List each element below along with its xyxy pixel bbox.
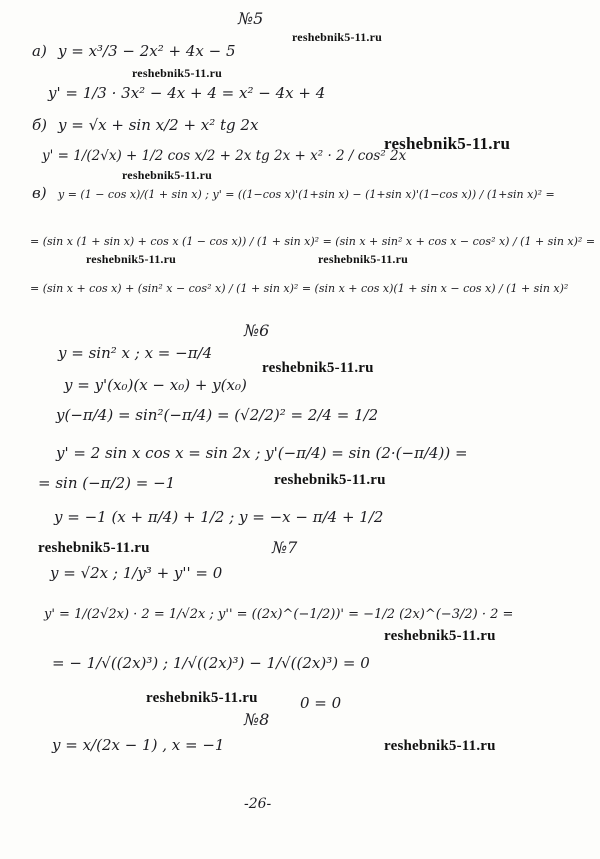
- formula-line: y = (1 − cos x)/(1 + sin x) ; y' = ((1−cos x)'(1+sin x) − (1+sin x)'(1−cos x)) / (1+sin x)² =: [58, 188, 555, 201]
- formula-line: y = √x + sin x/2 + x² tg 2x: [58, 116, 259, 134]
- formula-line: y = −1 (x + π/4) + 1/2 ; y = −x − π/4 + 1/2: [54, 508, 384, 526]
- section-8-number: №8: [244, 710, 270, 729]
- formula-line: y' = 1/(2√x) + 1/2 cos x/2 + 2x tg 2x + x² · 2 / cos² 2x: [42, 148, 407, 164]
- formula-line: y(−π/4) = sin²(−π/4) = (√2/2)² = 2/4 = 1/2: [56, 406, 379, 424]
- formula-line: y = √2x ; 1/y³ + y'' = 0: [50, 564, 223, 582]
- part-a-label: а): [32, 42, 47, 60]
- watermark: reshebnik5-11.ru: [384, 738, 496, 754]
- part-c-label: в): [32, 184, 47, 202]
- formula-line: = (sin x (1 + sin x) + cos x (1 − cos x)) / (1 + sin x)² = (sin x + sin² x + cos x − cos² x) / (1 + sin x)² =: [30, 235, 596, 248]
- formula-line: y = x/(2x − 1) , x = −1: [52, 736, 225, 754]
- formula-line: y = sin² x ; x = −π/4: [58, 344, 213, 362]
- part-b-label: б): [32, 116, 48, 134]
- formula-line: y' = 2 sin x cos x = sin 2x ; y'(−π/4) = sin (2·(−π/4)) =: [56, 444, 468, 462]
- formula-line: y = y'(x₀)(x − x₀) + y(x₀): [64, 376, 247, 394]
- formula-line: = − 1/√((2x)³) ; 1/√((2x)³) − 1/√((2x)³) = 0: [52, 654, 370, 672]
- watermark: reshebnik5-11.ru: [318, 252, 408, 266]
- watermark: reshebnik5-11.ru: [122, 168, 212, 182]
- watermark: reshebnik5-11.ru: [262, 360, 374, 376]
- section-6-number: №6: [244, 321, 270, 340]
- watermark: reshebnik5-11.ru: [86, 252, 176, 266]
- watermark: reshebnik5-11.ru: [146, 690, 258, 706]
- formula-line: y' = 1/(2√2x) · 2 = 1/√2x ; y'' = ((2x)^(−1/2))' = −1/2 (2x)^(−3/2) · 2 =: [44, 607, 514, 622]
- formula-line: = sin (−π/2) = −1: [38, 474, 176, 492]
- watermark: reshebnik5-11.ru: [274, 472, 386, 488]
- formula-line: y = x³/3 − 2x² + 4x − 5: [58, 42, 236, 60]
- watermark: reshebnik5-11.ru: [132, 66, 222, 80]
- watermark: reshebnik5-11.ru: [38, 540, 150, 556]
- watermark: reshebnik5-11.ru: [384, 628, 496, 644]
- watermark: reshebnik5-11.ru: [384, 134, 511, 153]
- formula-line: y' = 1/3 · 3x² − 4x + 4 = x² − 4x + 4: [48, 84, 326, 102]
- watermark: reshebnik5-11.ru: [292, 30, 382, 44]
- page-number: -26-: [244, 796, 272, 812]
- formula-line: 0 = 0: [300, 694, 342, 712]
- section-7-number: №7: [272, 538, 298, 557]
- formula-line: = (sin x + cos x) + (sin² x − cos² x) / (1 + sin x)² = (sin x + cos x)(1 + sin x − cos x) / (1 + sin x)²: [30, 282, 569, 295]
- section-5-number: №5: [238, 9, 264, 28]
